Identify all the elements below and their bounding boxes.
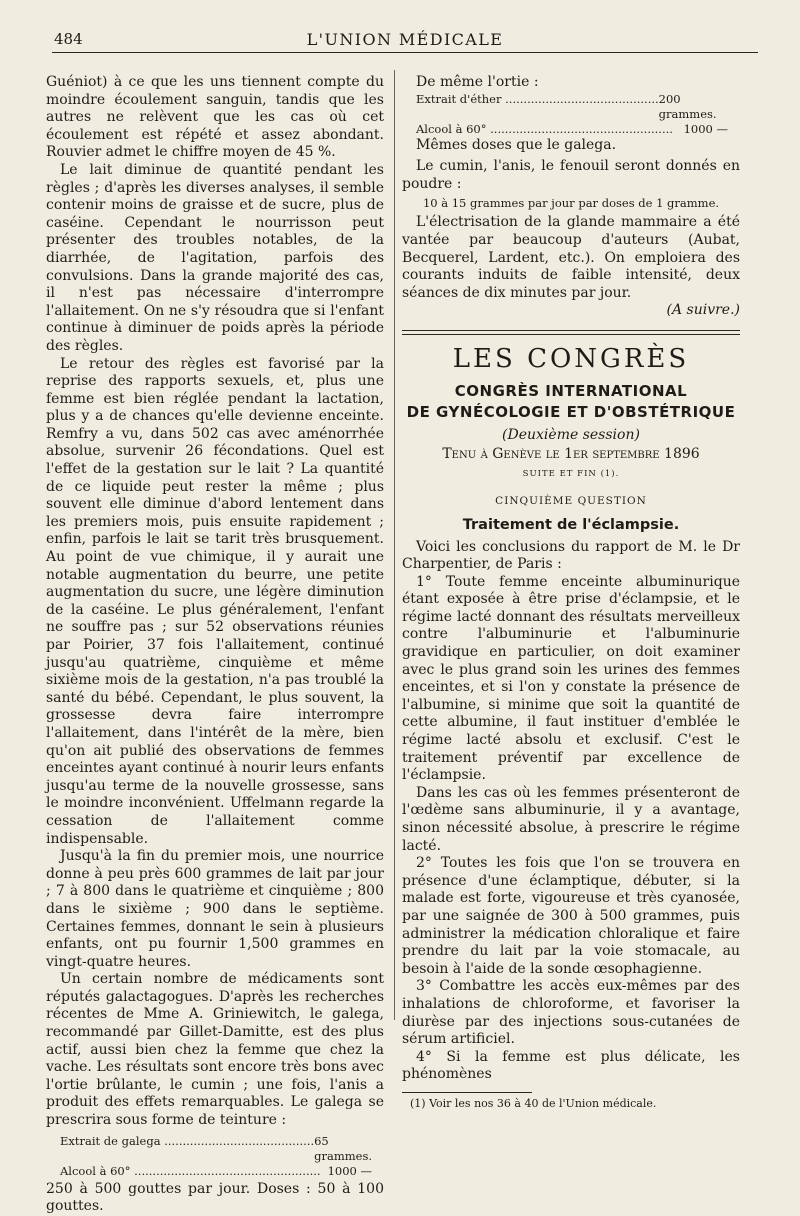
recipe-item: Alcool à 60°: [60, 1163, 131, 1178]
column-divider: [394, 70, 395, 1020]
section-title: LES CONGRÈS: [452, 343, 690, 374]
paragraph: 1° Toute femme enceinte albuminurique étant exposée à être prise d'éclampsie, et le régime lacté donnant des résultats merveilleux contre l'albuminurie et l'albuminurie gravidique en particulier, on doit examiner avec le plus grand soin les urines des femmes enceintes, et si l'on y constate la présence de l'albumine, si minime que soit la quantité de cette albumine, il faut instituer d'emblée le régime lacté absolu et exclusif. C'est le traitement préventif par excellence de l'éclampsie.: [402, 573, 740, 784]
paragraph: Voici les conclusions du rapport de M. le Dr Charpentier, de Paris :: [402, 538, 740, 573]
dose-line: 250 à 500 gouttes par jour. Doses : 50 à 100 gouttes.: [46, 1180, 384, 1215]
recipe-item: Extrait de galega: [60, 1133, 161, 1148]
right-column: [402, 74, 740, 1111]
dose-line: 10 à 15 grammes par jour par doses de 1 gramme.: [422, 196, 720, 211]
recipe-line: Extrait de galega ......................................... 65 grammes.: [60, 1133, 372, 1163]
footnote: (1) Voir les nos 36 à 40 de l'Union médicale.: [410, 1096, 657, 1110]
paragraph: 2° Toutes les fois que l'on se trouvera en présence d'une éclamptique, débuter, si la malade est forte, vigoureuse et très cyanosée, par une saignée de 300 à 500 grammes, puis administrer la médication chloralique et faire prendre du lait par la voie stomacale, au besoin à l'aide de la sonde œsophagienne.: [402, 855, 740, 977]
recipe-item: Alcool à 60°: [416, 121, 487, 136]
footnote-rule: [402, 1092, 532, 1093]
left-column: [46, 74, 384, 1216]
recipe-amount: 1000 —: [683, 121, 728, 136]
recipe-item: Extrait d'éther: [416, 91, 502, 106]
paragraph: Guéniot) à ce que les uns tiennent compte du moindre écoulement sanguin, tandis que les autres ne relèvent que les cas où cet écoulement est répété et assez abondant. Rouvier admet le chiffre moyen de 45 %.: [46, 74, 384, 161]
recipe-amount: 65 grammes.: [314, 1133, 372, 1163]
paragraph: Le retour des règles est favorisé par la reprise des rapports sexuels, et, plus une femme est bien réglée pendant la lactation, plus y a de chances qu'elle devienne enceinte. Remfry a vu, dans 502 cas avec aménorrhée absolue, survenir 26 fécondations. Quel est l'effet de la gestation sur le lait ? La quantité de ce liquide peut rester la même ; plus souvent elle diminue d'abord lentement dans les premiers mois, puis ensuite rapidement ; enfin, parfois le lait se tarit très brusquement. Au point de vue chimique, il y aurait une notable augmentation du beurre, une petite augmentation du sucre, une légère diminution de la caséine. Le plus généralement, l'enfant ne souffre pas ; sur 52 observations réunies par Poirier, 37 fois l'allaitement, continué jusqu'au quatrième, cinquième et même sixième mois de la gestation, n'a pas troublé la santé du bébé. Cependant, le plus souvent, la grossesse devra faire interrompre l'allaitement, dans l'intérêt de la mère, bien qu'on ait publié des observations de femmes enceintes ayant continué à nourir leurs enfants jusqu'au terme de la nouvelle grossesse, sans le moindre inconvénient. Uffelmann regarde la cessation de l'allaitement comme indispensable.: [46, 355, 384, 847]
question-label: CINQUIÈME QUESTION: [495, 495, 647, 508]
recipe-amount: 1000 —: [327, 1163, 372, 1178]
section-rule: [402, 330, 740, 335]
page-number: 484: [54, 30, 83, 48]
paragraph: Jusqu'à la fin du premier mois, une nourrice donne à peu près 600 grammes de lait par jour ; 7 à 800 dans le quatrième et cinquième ; 800 dans le sixième ; 900 dans le septième. Certaines femmes, donnant le sein à plusieurs enfants, ont pu fournir 1,500 grammes en vingt-quatre heures.: [46, 848, 384, 970]
recipe-line: Extrait d'éther .......................................... 200 grammes.: [402, 92, 740, 122]
recipe-line: Alcool à 60° ................................................... 1000 —: [60, 1163, 372, 1178]
venue-line: Tenu à Genève le 1er septembre 1896: [442, 446, 700, 463]
paragraph: 3° Combattre les accès eux-mêmes par des inhalations de chloroforme, et favoriser la diurèse par des injections sous-cutanées de sérum artificiel.: [402, 978, 740, 1048]
paragraph: Un certain nombre de médicaments sont réputés galactagogues. D'après les recherches récentes de Mme A. Griniewitch, le galega, recommandé par Gillet-Damitte, est des plus actif, aussi bien chez la femme que chez la vache. Les résultats sont encore très bons avec l'ortie brûlante, le cumin ; une fois, l'anis a produit des effets remarquables. Le galega se prescrira sous forme de teinture :: [46, 971, 384, 1129]
session-label: (Deuxième session): [502, 426, 640, 443]
paragraph: De même l'ortie :: [416, 74, 539, 90]
paragraph: Le cumin, l'anis, le fenouil seront donnés en poudre :: [402, 158, 740, 192]
running-title: L'UNION MÉDICALE: [306, 30, 504, 49]
subject-heading: Traitement de l'éclampsie.: [462, 516, 680, 533]
suite-label: SUITE ET FIN (1).: [522, 468, 620, 479]
paragraph: L'électrisation de la glande mammaire a été vantée par beaucoup d'auteurs (Aubat, Becquerel, Lardent, etc.). On emploiera des courants induits de faible intensité, deux séances de dix minutes par jour.: [402, 214, 740, 301]
paragraph: Mêmes doses que le galega.: [416, 136, 617, 153]
paragraph: Dans les cas où les femmes présenteront de l'œdème sans albuminurie, il y a avantage, sinon nécessité absolue, à prescrire le régime lacté.: [402, 784, 740, 854]
page-header: [52, 26, 758, 53]
congress-title: DE GYNÉCOLOGIE ET D'OBSTÉTRIQUE: [406, 402, 736, 421]
recipe-line: Alcool à 60° .................................................. 1000 —: [416, 121, 728, 136]
paragraph: 4° Si la femme est plus délicate, les phénomènes: [402, 1048, 740, 1083]
recipe-amount: 200 grammes.: [658, 91, 717, 121]
paragraph: Le lait diminue de quantité pendant les règles ; d'après les diverses analyses, il semble contenir moins de graisse et de sucre, plus de caséine. Cependant le nourrisson peut présenter des troubles notables, de la diarrhée, de l'agitation, parfois des convulsions. Dans la grande majorité des cas, il n'est pas nécessaire d'interrompre l'allaitement. On ne s'y résoudra que si l'enfant continue à diminuer de poids après la période des règles.: [46, 161, 384, 354]
congress-title: CONGRÈS INTERNATIONAL: [454, 381, 688, 400]
continuation-note: (A suivre.): [666, 302, 740, 319]
